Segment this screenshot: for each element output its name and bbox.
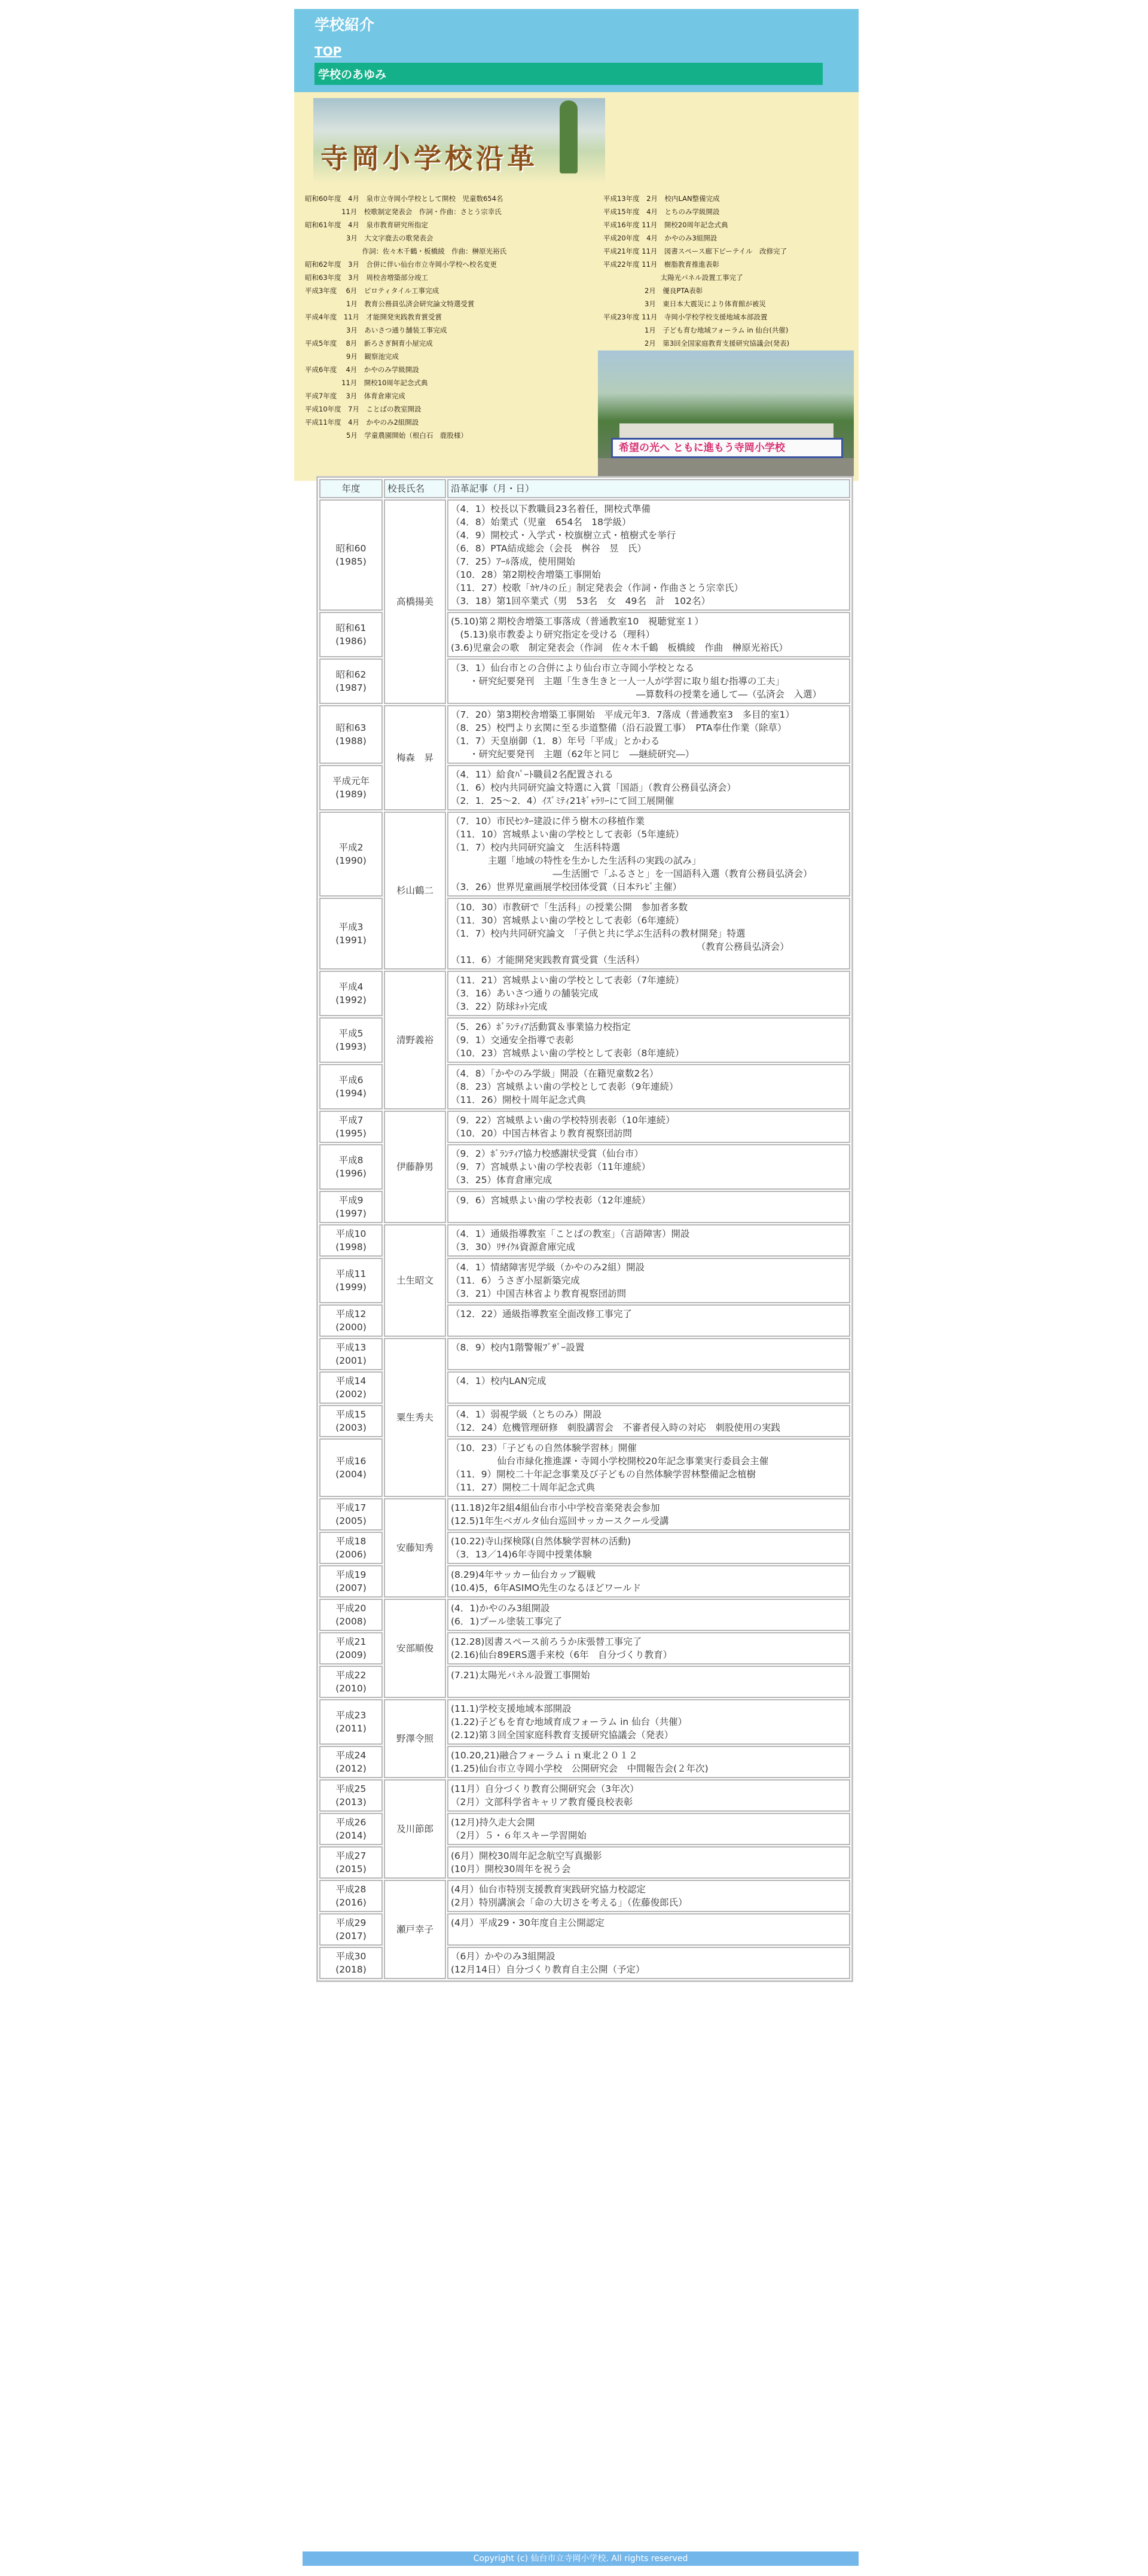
school-sign: 希望の光へ ともに進もう寺岡小学校 bbox=[611, 438, 843, 458]
events-cell bbox=[447, 1224, 850, 1257]
event-line: （3．25）体育倉庫完成 bbox=[451, 1175, 552, 1185]
year-label: 平成12 bbox=[335, 1309, 367, 1319]
header-principal: 校長氏名 bbox=[384, 479, 446, 498]
timeline-entry: 昭和61年度 4月 泉市教育研究所指定 bbox=[305, 221, 428, 229]
events-cell bbox=[447, 1111, 850, 1143]
table-row bbox=[319, 1779, 850, 1812]
event-line: （4．11）給食ﾊﾟｰﾄ職員2名配置される bbox=[451, 769, 613, 780]
year-label: 平成15 bbox=[335, 1409, 367, 1420]
timeline-entry: 平成20年度 4月 かやのみ3組開設 bbox=[603, 234, 718, 242]
table-row bbox=[319, 1880, 850, 1912]
year-cell bbox=[319, 1371, 383, 1404]
event-line: (4月）仙台市特別支援教育実践研究協力校認定 bbox=[451, 1884, 646, 1895]
event-line: （11．6）才能開発実践教育賞受賞（生活科） bbox=[451, 955, 645, 965]
year-label: (1989) bbox=[335, 789, 367, 800]
event-line: （4．1）校内LAN完成 bbox=[451, 1376, 546, 1386]
year-label: (2012) bbox=[335, 1763, 367, 1774]
banner-title: 寺岡小学校沿革 bbox=[320, 142, 538, 175]
event-line: (11.18)2年2組4組仙台市小中学校音楽発表会参加 bbox=[451, 1502, 660, 1513]
year-label: (2007) bbox=[335, 1583, 367, 1593]
events-cell bbox=[447, 1632, 850, 1665]
year-label: 昭和61 bbox=[335, 623, 367, 633]
principal-cell: 梅森 昇 bbox=[384, 705, 446, 810]
year-cell bbox=[319, 1258, 383, 1303]
event-line: (10月）開校30周年を祝う会 bbox=[451, 1864, 571, 1874]
year-cell bbox=[319, 1498, 383, 1531]
year-label: 昭和63 bbox=[335, 723, 367, 733]
table-row bbox=[319, 971, 850, 1016]
footer-copyright: Copyright (c) 仙台市立寺岡小学校. All rights reserved bbox=[303, 2551, 859, 2566]
timeline-entry: 3月 東日本大震災により体育館が被災 bbox=[603, 300, 766, 308]
event-line: （11．21）宮城県よい歯の学校として表彰（7年連続） bbox=[451, 975, 685, 986]
events-cell bbox=[447, 705, 850, 764]
event-line: (3.6)児童会の歌 制定発表会（作詞 佐々木千鶴 板橋綾 作曲 榊原光裕氏） bbox=[451, 642, 788, 653]
events-cell bbox=[447, 1599, 850, 1631]
year-cell bbox=[319, 705, 383, 764]
year-cell bbox=[319, 1144, 383, 1190]
year-label: (1992) bbox=[335, 995, 367, 1005]
events-cell bbox=[447, 765, 850, 810]
events-cell bbox=[447, 612, 850, 657]
events-cell bbox=[447, 1064, 850, 1109]
header-events: 沿革記事（月・日） bbox=[447, 479, 850, 498]
year-cell bbox=[319, 1913, 383, 1946]
year-label: 平成26 bbox=[335, 1817, 367, 1828]
year-label: (2006) bbox=[335, 1549, 367, 1560]
year-label: 平成元年 bbox=[332, 776, 370, 786]
year-label: 平成9 bbox=[338, 1195, 364, 1206]
year-label: 平成21 bbox=[335, 1636, 367, 1647]
year-cell bbox=[319, 1438, 383, 1497]
year-label: (1999) bbox=[335, 1282, 367, 1292]
year-label: (2001) bbox=[335, 1355, 367, 1366]
event-line: （9．2）ﾎﾞﾗﾝﾃｨｱ協力校感謝状受賞（仙台市） bbox=[451, 1148, 643, 1159]
year-label: (1995) bbox=[335, 1128, 367, 1139]
year-cell bbox=[319, 1111, 383, 1143]
event-line: (12月14日）自分づくり教育自主公開（予定） bbox=[451, 1964, 645, 1975]
event-line: ―算数科の授業を通して―（弘済会 入選） bbox=[451, 689, 822, 700]
event-line: (11.1)学校支援地域本部開設 bbox=[451, 1703, 572, 1714]
events-cell bbox=[447, 1405, 850, 1437]
event-line: （1．7）校内共同研究論文 「子供と共に学ぶ生活科の教材開発」特選 bbox=[451, 928, 746, 939]
year-label: 平成27 bbox=[335, 1851, 367, 1861]
year-label: (1997) bbox=[335, 1208, 367, 1219]
timeline-entry: 1月 子ども育む地域フォーラム in 仙台(共催) bbox=[603, 326, 789, 334]
event-line: （11．30）宮城県よい歯の学校として表彰（6年連続） bbox=[451, 915, 685, 926]
year-label: 平成11 bbox=[335, 1269, 367, 1279]
year-label: (1996) bbox=[335, 1168, 367, 1179]
timeline-entry: 平成5年度 8月 新ろさぎ飼育小屋完成 bbox=[305, 339, 433, 347]
year-label: 平成13 bbox=[335, 1342, 367, 1353]
year-label: 平成29 bbox=[335, 1917, 367, 1928]
year-label: (1998) bbox=[335, 1242, 367, 1252]
event-line: (2.12)第３回全国家庭科教育支援研究協議会（発表） bbox=[451, 1730, 674, 1740]
timeline-entry: 9月 観察池完成 bbox=[305, 352, 399, 361]
site-header bbox=[294, 9, 859, 92]
year-label: 平成16 bbox=[335, 1456, 367, 1467]
year-label: (1994) bbox=[335, 1088, 367, 1099]
event-line: (7.21)太陽光パネル設置工事開始 bbox=[451, 1670, 590, 1681]
year-cell bbox=[319, 1746, 383, 1778]
year-cell bbox=[319, 1699, 383, 1745]
table-row bbox=[319, 1111, 850, 1143]
year-cell bbox=[319, 1338, 383, 1370]
principal-cell: 伊藤静男 bbox=[384, 1111, 446, 1223]
year-label: (2011) bbox=[335, 1723, 367, 1734]
event-line: （7．20）第3期校舎増築工事開始 平成元年3．7落成（普通教室3 多目的室1） bbox=[451, 709, 795, 720]
event-line: ・研究紀要発刊 主題「生き生きと一人一人が学習に取り組む指導の工夫」 bbox=[451, 676, 785, 687]
principal-cell: 高橋揚美 bbox=[384, 499, 446, 704]
year-label: 平成4 bbox=[338, 981, 364, 992]
event-line: （11．10）宮城県よい歯の学校として表彰（5年連続） bbox=[451, 829, 685, 840]
event-line: (1.22)子どもを育む地域育成フォーラム in 仙台（共催） bbox=[451, 1717, 688, 1727]
event-line: ―生活圏で「ふるさと」を一国語科入選（教育公務員弘済会） bbox=[451, 868, 813, 879]
event-line: (8.29)4年サッカー仙台カップ観戦 bbox=[451, 1569, 596, 1580]
timeline-entry: 2月 第3回全国家庭教育支援研究協議会(発表) bbox=[603, 339, 790, 347]
event-line: （12．24）危機管理研修 刺股講習会 不審者侵入時の対応 刺股使用の実践 bbox=[451, 1422, 780, 1433]
year-cell bbox=[319, 1779, 383, 1812]
event-line: (2.16)仙台89ERS選手来校（6年 自分づくり教育） bbox=[451, 1650, 673, 1660]
year-label: (2009) bbox=[335, 1650, 367, 1660]
timeline-entry: 11月 開校10周年記念式典 bbox=[305, 379, 428, 387]
events-cell bbox=[447, 1338, 850, 1370]
timeline-entry: 昭和63年度 3月 周校舎増築部分竣工 bbox=[305, 273, 428, 282]
year-label: 平成22 bbox=[335, 1670, 367, 1681]
table-row bbox=[319, 1338, 850, 1370]
event-line: （4．8）「かやのみ学級」開設（在籍児童数2名） bbox=[451, 1068, 659, 1079]
event-line: （3．30）ﾘｻｲｸﾙ資源倉庫完成 bbox=[451, 1242, 575, 1252]
events-cell bbox=[447, 1532, 850, 1564]
table-row bbox=[319, 812, 850, 897]
events-cell bbox=[447, 1371, 850, 1404]
page-title: 学校紹介 bbox=[315, 16, 375, 33]
timeline-entry: 平成11年度 4月 かやのみ2組開設 bbox=[305, 418, 419, 426]
year-cell bbox=[319, 1947, 383, 1979]
events-cell bbox=[447, 1258, 850, 1303]
event-line: （4．1）通級指導教室「ことばの教室」（言語障害）開設 bbox=[451, 1228, 690, 1239]
timeline-entry: 平成4年度 11月 才能開発実践教育賞受賞 bbox=[305, 313, 442, 321]
event-line: （3．1）仙台市との合併により仙台市立寺岡小学校となる bbox=[451, 663, 695, 673]
event-line: （10．23）「子どもの自然体験学習林」開催 bbox=[451, 1443, 637, 1453]
table-row bbox=[319, 499, 850, 611]
event-line: （4．1）弱視学級（とちのみ）開設 bbox=[451, 1409, 602, 1420]
year-cell bbox=[319, 812, 383, 897]
timeline-entry: 平成13年度 2月 校内LAN整備完成 bbox=[603, 194, 720, 203]
event-line: （3．16）あいさつ通りの舗装完成 bbox=[451, 988, 599, 999]
event-line: （4．8）始業式（児童 654名 18学級） bbox=[451, 517, 631, 528]
year-label: (2010) bbox=[335, 1683, 367, 1694]
year-label: (2000) bbox=[335, 1322, 367, 1333]
year-label: (1988) bbox=[335, 736, 367, 746]
page-container bbox=[294, 9, 859, 481]
year-label: (2003) bbox=[335, 1422, 367, 1433]
year-label: 平成3 bbox=[338, 922, 364, 932]
event-line: （7．10）市民ｾﾝﾀｰ建設に伴う樹木の移植作業 bbox=[451, 816, 645, 827]
year-cell bbox=[319, 612, 383, 657]
year-label: (2004) bbox=[335, 1469, 367, 1480]
banner-timeline-right bbox=[603, 194, 789, 352]
timeline-entry: 2月 優良PTA表彰 bbox=[603, 286, 703, 295]
year-label: 平成2 bbox=[338, 842, 364, 853]
events-cell bbox=[447, 1779, 850, 1812]
year-label: (2005) bbox=[335, 1516, 367, 1526]
event-line: （6．8）PTA結成総会（会長 桝谷 昱 氏） bbox=[451, 543, 646, 554]
year-label: (1991) bbox=[335, 935, 367, 946]
year-cell bbox=[319, 1666, 383, 1698]
year-label: 平成14 bbox=[335, 1376, 367, 1386]
event-line: 仙台市緑化推進課・寺岡小学校開校20年記念事業実行委員会主催 bbox=[451, 1456, 769, 1467]
events-cell bbox=[447, 1699, 850, 1745]
timeline-entry: 昭和60年度 4月 泉市立寺岡小学校として開校 児童数654名 bbox=[305, 194, 503, 203]
event-line: (10.4)5，6年ASIMO先生のなるほどワールド bbox=[451, 1583, 642, 1593]
table-row bbox=[319, 705, 850, 764]
year-cell bbox=[319, 1813, 383, 1845]
tree-shape bbox=[560, 100, 578, 173]
event-line: (12.28)図書スペース前ろうか床張替工事完了 bbox=[451, 1636, 642, 1647]
year-cell bbox=[319, 659, 383, 704]
year-cell bbox=[319, 1064, 383, 1109]
event-line: （4．1）情緒障害児学級（かやのみ2組）開設 bbox=[451, 1262, 645, 1273]
year-label: 平成6 bbox=[338, 1075, 364, 1086]
events-cell bbox=[447, 898, 850, 970]
events-cell bbox=[447, 1191, 850, 1223]
header-year: 年度 bbox=[319, 479, 383, 498]
year-cell bbox=[319, 971, 383, 1016]
year-label: (1985) bbox=[335, 556, 367, 567]
events-cell bbox=[447, 1438, 850, 1497]
event-line: （10．28）第2期校舎増築工事開始 bbox=[451, 569, 601, 580]
events-cell bbox=[447, 1144, 850, 1190]
principal-cell: 土生昭文 bbox=[384, 1224, 446, 1337]
timeline-entry: 5月 学童農園開始（根白石 鹿股様） bbox=[305, 431, 468, 440]
events-cell bbox=[447, 1304, 850, 1337]
table-row bbox=[319, 1699, 850, 1745]
events-cell bbox=[447, 1666, 850, 1698]
year-cell bbox=[319, 1532, 383, 1564]
event-line: （1．7）天皇崩御（1．8）年号「平成」とかわる bbox=[451, 736, 660, 746]
year-label: 平成8 bbox=[338, 1155, 364, 1166]
event-line: （3．13／14)6年寺岡中授業体験 bbox=[451, 1549, 592, 1560]
event-line: （10．30）市教研で「生活科」の授業公開 参加者多数 bbox=[451, 902, 688, 913]
timeline-entry: 3月 あいさつ通り舗装工事完成 bbox=[305, 326, 447, 334]
event-line: （3．18）第1回卒業式（男 53名 女 49名 計 102名） bbox=[451, 596, 710, 606]
table-header-row bbox=[319, 479, 850, 498]
event-line: （10．23）宮城県よい歯の学校として表彰（8年連続） bbox=[451, 1048, 685, 1059]
history-table bbox=[316, 476, 853, 1982]
timeline-entry: 平成6年度 4月 かやのみ学級開設 bbox=[305, 365, 419, 374]
banner-timeline-left bbox=[305, 194, 506, 444]
top-link[interactable]: TOP bbox=[315, 44, 342, 59]
events-cell bbox=[447, 1746, 850, 1778]
year-label: 平成5 bbox=[338, 1028, 364, 1039]
year-cell bbox=[319, 1846, 383, 1879]
year-label: 平成17 bbox=[335, 1502, 367, 1513]
table-row bbox=[319, 1498, 850, 1531]
event-line: （7．25）ｱｰﾙ落成，使用開始 bbox=[451, 556, 575, 567]
event-line: (4．1)かやのみ3組開設 bbox=[451, 1603, 550, 1614]
timeline-entry: 平成3年度 6月 ピロティタイル工事完成 bbox=[305, 286, 439, 295]
event-line: (10.22)寺山探検隊(自然体験学習林の活動) bbox=[451, 1536, 631, 1547]
principal-cell: 安部順俊 bbox=[384, 1599, 446, 1698]
year-cell bbox=[319, 1880, 383, 1912]
year-label: (2008) bbox=[335, 1616, 367, 1627]
timeline-entry: 11月 校歌制定発表会 作詞・作曲：さとう宗幸氏 bbox=[305, 208, 502, 216]
year-label: 平成30 bbox=[335, 1951, 367, 1962]
events-cell bbox=[447, 1846, 850, 1879]
event-line: （4．1）校長以下教職員23名着任，開校式準備 bbox=[451, 504, 651, 514]
event-line: （2．1．25～2．4）ｲｽﾞﾐﾃｨ21ｷﾞｬﾗﾘｰにて回工展開催 bbox=[451, 795, 674, 806]
event-line: ・研究紀要発刊 主題（62年と同じ ―継続研究―） bbox=[451, 749, 695, 760]
event-line: （2月）文部科学省キャリア教育優良校表彰 bbox=[451, 1797, 633, 1807]
event-line: (5.13)泉市教委より研究指定を受ける（理科） bbox=[451, 629, 655, 640]
event-line: （9．22）宮城県よい歯の学校特別表彰（10年連続） bbox=[451, 1115, 675, 1126]
events-cell bbox=[447, 971, 850, 1016]
event-line: （11．26）開校十周年記念式典 bbox=[451, 1095, 586, 1105]
events-cell bbox=[447, 1947, 850, 1979]
year-label: 昭和62 bbox=[335, 669, 367, 680]
year-label: (1990) bbox=[335, 855, 367, 866]
principal-cell: 安藤知秀 bbox=[384, 1498, 446, 1598]
event-line: （10．20）中国吉林省より教育視察団訪問 bbox=[451, 1128, 632, 1139]
year-label: 平成25 bbox=[335, 1784, 367, 1794]
timeline-entry: 平成10年度 7月 ことばの教室開設 bbox=[305, 405, 422, 413]
year-label: 平成18 bbox=[335, 1536, 367, 1547]
table-row bbox=[319, 1599, 850, 1631]
year-label: 平成23 bbox=[335, 1710, 367, 1721]
event-line: （11．9）開校二十年記念事業及び子どもの自然体験学習林整備記念植樹 bbox=[451, 1469, 756, 1480]
events-cell bbox=[447, 1880, 850, 1912]
event-line: （3．26）世界児童画展学校団体受賞（日本ﾃﾚﾋﾞ主催） bbox=[451, 882, 682, 892]
school-photo-bottom bbox=[598, 350, 854, 476]
event-line: (1.25)仙台市立寺岡小学校 公開研究会 中間報告会(２年次) bbox=[451, 1763, 709, 1774]
principal-cell: 粟生秀夫 bbox=[384, 1338, 446, 1497]
year-label: (1986) bbox=[335, 636, 367, 647]
year-label: 平成19 bbox=[335, 1569, 367, 1580]
event-line: （3．21）中国吉林省より教育視察団訪問 bbox=[451, 1288, 627, 1299]
event-line: (10.20,21)融合フォーラムｉｎ東北２０１２ bbox=[451, 1750, 638, 1761]
year-cell bbox=[319, 1599, 383, 1631]
event-line: （2月）５・６年スキー学習開始 bbox=[451, 1830, 587, 1841]
timeline-entry: 平成22年度 11月 樹脂教育推進表彰 bbox=[603, 260, 719, 269]
timeline-entry: 平成15年度 4月 とちのみ学級開設 bbox=[603, 208, 720, 216]
principal-cell: 清野義裕 bbox=[384, 971, 446, 1109]
events-cell bbox=[447, 1017, 850, 1063]
events-cell bbox=[447, 1913, 850, 1946]
year-label: (2017) bbox=[335, 1931, 367, 1941]
timeline-entry: 平成21年度 11月 図書スペース廊下ピーテイル 改修完了 bbox=[603, 247, 787, 255]
timeline-entry: 作詞：佐々木千鶴・板橋綾 作曲：榊原光裕氏 bbox=[305, 247, 507, 255]
event-line: （教育公務員弘済会） bbox=[451, 941, 789, 952]
event-line: (12月)持久走大会開 bbox=[451, 1817, 535, 1828]
timeline-entry: 平成23年度 11月 寺岡小学校学校支援地域本部設置 bbox=[603, 313, 768, 321]
history-table-body bbox=[319, 499, 850, 1979]
principal-cell: 野澤令照 bbox=[384, 1699, 446, 1778]
year-cell bbox=[319, 898, 383, 970]
year-label: 平成10 bbox=[335, 1228, 367, 1239]
event-line: （8．23）宮城県よい歯の学校として表彰（9年連続） bbox=[451, 1081, 679, 1092]
year-cell bbox=[319, 1405, 383, 1437]
events-cell bbox=[447, 1498, 850, 1531]
year-label: 平成20 bbox=[335, 1603, 367, 1614]
year-label: (2018) bbox=[335, 1964, 367, 1975]
event-line: （5．26）ﾎﾞﾗﾝﾃｨｱ活動賞＆事業協力校指定 bbox=[451, 1022, 631, 1032]
event-line: （9．7）宮城県よい歯の学校表彰（11年連続） bbox=[451, 1162, 651, 1172]
year-label: (2015) bbox=[335, 1864, 367, 1874]
events-cell bbox=[447, 812, 850, 897]
year-label: (2002) bbox=[335, 1389, 367, 1400]
principal-cell: 及川節郎 bbox=[384, 1779, 446, 1879]
year-label: (2016) bbox=[335, 1897, 367, 1908]
events-cell bbox=[447, 499, 850, 611]
events-cell bbox=[447, 1813, 850, 1845]
event-line: 主題「地域の特性を生かした生活科の実践の試み」 bbox=[451, 855, 701, 866]
principal-cell: 瀬戸幸子 bbox=[384, 1880, 446, 1979]
year-cell bbox=[319, 1632, 383, 1665]
table-row bbox=[319, 1224, 850, 1257]
year-label: (2014) bbox=[335, 1830, 367, 1841]
timeline-entry: 平成7年度 3月 体育倉庫完成 bbox=[305, 392, 405, 400]
timeline-entry: 3月 大文字鹿去の歌発表会 bbox=[305, 234, 433, 242]
year-label: 昭和60 bbox=[335, 543, 367, 554]
event-line: (11月）自分づくり教育公開研究会（3年次） bbox=[451, 1784, 639, 1794]
event-line: (6．1)プール塗装工事完了 bbox=[451, 1616, 563, 1627]
year-label: (1987) bbox=[335, 682, 367, 693]
event-line: （12．22）通級指導教室全面改修工事完了 bbox=[451, 1309, 632, 1319]
principal-cell: 杉山鶴二 bbox=[384, 812, 446, 970]
year-cell bbox=[319, 1191, 383, 1223]
year-label: 平成28 bbox=[335, 1884, 367, 1895]
event-line: （11．27）開校二十周年記念式典 bbox=[451, 1482, 595, 1493]
history-banner bbox=[294, 92, 859, 481]
event-line: （9．6）宮城県よい歯の学校表彰（12年連続） bbox=[451, 1195, 651, 1206]
year-cell bbox=[319, 1304, 383, 1337]
event-line: （1．7）校内共同研究論文 生活科特選 bbox=[451, 842, 621, 853]
event-line: (2月）特別講演会「命の大切さを考える」（佐藤俊郎氏） bbox=[451, 1897, 688, 1908]
timeline-entry: 昭和62年度 3月 合併に伴い仙台市立寺岡小学校へ校名変更 bbox=[305, 260, 497, 269]
event-line: （8．25）校門より玄関に至る歩道整備（沿石設置工事） PTA奉仕作業（除草） bbox=[451, 723, 787, 733]
year-cell bbox=[319, 1224, 383, 1257]
event-line: （8．9）校内1階警報ﾌﾞｻﾞｰ設置 bbox=[451, 1342, 585, 1353]
event-line: （11．6）うさぎ小屋新築完成 bbox=[451, 1275, 580, 1286]
ground-shape bbox=[598, 458, 854, 476]
event-line: (5.10)第２期校舎増築工事落成（普通教室10 視聴覚室１） bbox=[451, 616, 704, 627]
event-line: (6月）開校30周年記念航空写真撮影 bbox=[451, 1851, 602, 1861]
section-heading: 学校のあゆみ bbox=[315, 63, 823, 85]
events-cell bbox=[447, 1565, 850, 1598]
event-line: （11．27）校歌「ｶﾔﾉｷの丘」制定発表会（作詞・作曲さとう宗幸氏） bbox=[451, 583, 743, 593]
event-line: （3．22）防球ﾈｯﾄ完成 bbox=[451, 1001, 548, 1012]
year-label: 平成7 bbox=[338, 1115, 364, 1126]
year-cell bbox=[319, 499, 383, 611]
year-cell bbox=[319, 1565, 383, 1598]
timeline-entry: 1月 教育公務員弘済会研究論文特選受賞 bbox=[305, 300, 475, 308]
year-cell bbox=[319, 1017, 383, 1063]
year-label: 平成24 bbox=[335, 1750, 367, 1761]
event-line: （6月）かやのみ3組開設 bbox=[451, 1951, 555, 1962]
event-line: （4．9）開校式・入学式・校旗樹立式・植樹式を挙行 bbox=[451, 530, 676, 541]
year-cell bbox=[319, 765, 383, 810]
timeline-entry: 太陽光パネル設置工事完了 bbox=[603, 273, 743, 282]
event-line: (12.5)1年生ベガルタ仙台巡回サッカースクール受講 bbox=[451, 1516, 669, 1526]
year-label: (1993) bbox=[335, 1041, 367, 1052]
event-line: （9．1）交通安全指導で表彰 bbox=[451, 1035, 574, 1045]
year-label: (2013) bbox=[335, 1797, 367, 1807]
events-cell bbox=[447, 659, 850, 704]
event-line: (4月）平成29・30年度自主公開認定 bbox=[451, 1917, 604, 1928]
timeline-entry: 平成16年度 11月 開校20周年記念式典 bbox=[603, 221, 728, 229]
event-line: （1．6）校内共同研究論文特選に入賞「国語」（教育公務員弘済会） bbox=[451, 782, 736, 793]
